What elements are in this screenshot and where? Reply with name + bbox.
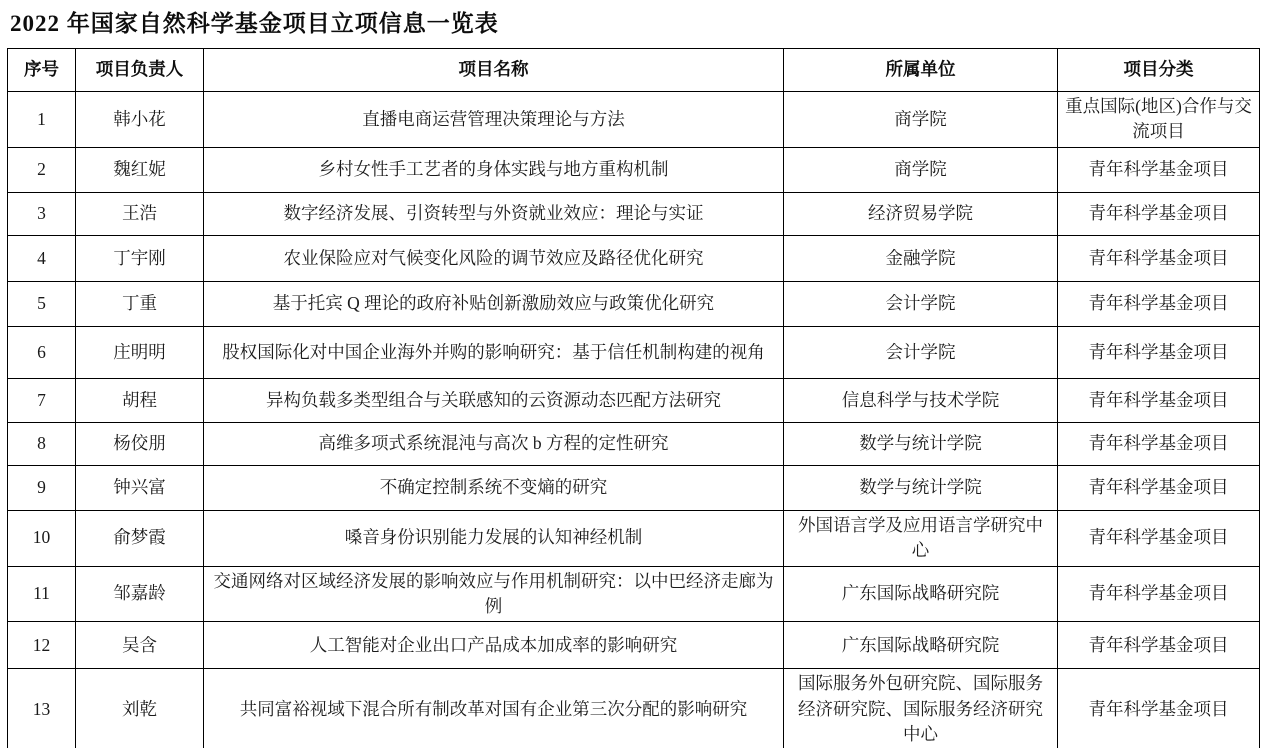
cell-index: 11 xyxy=(8,566,76,622)
cell-index: 13 xyxy=(8,669,76,748)
cell-name: 基于托宾 Q 理论的政府补贴创新激励效应与政策优化研究 xyxy=(204,281,784,326)
table-row xyxy=(8,281,1260,326)
cell-name: 数字经济发展、引资转型与外资就业效应：理论与实证 xyxy=(204,192,784,235)
table-header xyxy=(8,49,1260,92)
cell-leader: 钟兴富 xyxy=(76,465,204,510)
cell-index: 3 xyxy=(8,192,76,235)
cell-unit: 会计学院 xyxy=(784,326,1058,378)
cell-category: 青年科学基金项目 xyxy=(1058,281,1260,326)
cell-category: 青年科学基金项目 xyxy=(1058,326,1260,378)
table-row xyxy=(8,378,1260,422)
cell-leader: 刘乾 xyxy=(76,669,204,748)
cell-name: 异构负载多类型组合与关联感知的云资源动态匹配方法研究 xyxy=(204,378,784,422)
cell-name: 嗓音身份识别能力发展的认知神经机制 xyxy=(204,510,784,566)
cell-name: 股权国际化对中国企业海外并购的影响研究：基于信任机制构建的视角 xyxy=(204,326,784,378)
cell-unit: 国际服务外包研究院、国际服务经济研究院、国际服务经济研究中心 xyxy=(784,669,1058,748)
cell-index: 1 xyxy=(8,92,76,148)
cell-unit: 经济贸易学院 xyxy=(784,192,1058,235)
cell-index: 8 xyxy=(8,422,76,465)
cell-leader: 魏红妮 xyxy=(76,147,204,192)
table-row xyxy=(8,622,1260,669)
column-header-index: 序号 xyxy=(8,49,76,92)
cell-leader: 丁重 xyxy=(76,281,204,326)
table-row xyxy=(8,235,1260,281)
cell-category: 青年科学基金项目 xyxy=(1058,235,1260,281)
cell-index: 7 xyxy=(8,378,76,422)
column-header-category: 项目分类 xyxy=(1058,49,1260,92)
cell-unit: 金融学院 xyxy=(784,235,1058,281)
column-header-unit: 所属单位 xyxy=(784,49,1058,92)
cell-category: 青年科学基金项目 xyxy=(1058,566,1260,622)
cell-name: 高维多项式系统混沌与高次 b 方程的定性研究 xyxy=(204,422,784,465)
cell-leader: 邹嘉龄 xyxy=(76,566,204,622)
column-header-leader: 项目负责人 xyxy=(76,49,204,92)
cell-category: 青年科学基金项目 xyxy=(1058,622,1260,669)
cell-index: 10 xyxy=(8,510,76,566)
cell-unit: 广东国际战略研究院 xyxy=(784,622,1058,669)
cell-unit: 商学院 xyxy=(784,147,1058,192)
cell-unit: 会计学院 xyxy=(784,281,1058,326)
cell-leader: 俞梦霞 xyxy=(76,510,204,566)
cell-index: 4 xyxy=(8,235,76,281)
cell-leader: 杨佼朋 xyxy=(76,422,204,465)
cell-category: 青年科学基金项目 xyxy=(1058,147,1260,192)
table-row xyxy=(8,192,1260,235)
table-row xyxy=(8,326,1260,378)
cell-index: 6 xyxy=(8,326,76,378)
cell-name: 交通网络对区域经济发展的影响效应与作用机制研究：以中巴经济走廊为例 xyxy=(204,566,784,622)
cell-unit: 外国语言学及应用语言学研究中心 xyxy=(784,510,1058,566)
cell-category: 青年科学基金项目 xyxy=(1058,669,1260,748)
cell-category: 青年科学基金项目 xyxy=(1058,422,1260,465)
cell-category: 青年科学基金项目 xyxy=(1058,510,1260,566)
page-title: 2022 年国家自然科学基金项目立项信息一览表 xyxy=(10,11,499,36)
cell-leader: 韩小花 xyxy=(76,92,204,148)
cell-unit: 数学与统计学院 xyxy=(784,422,1058,465)
projects-table xyxy=(7,48,1260,748)
table-row xyxy=(8,669,1260,748)
cell-index: 12 xyxy=(8,622,76,669)
cell-category: 重点国际(地区)合作与交流项目 xyxy=(1058,92,1260,148)
table-row xyxy=(8,465,1260,510)
cell-unit: 广东国际战略研究院 xyxy=(784,566,1058,622)
cell-category: 青年科学基金项目 xyxy=(1058,465,1260,510)
table-row xyxy=(8,566,1260,622)
cell-name: 共同富裕视域下混合所有制改革对国有企业第三次分配的影响研究 xyxy=(204,669,784,748)
cell-unit: 商学院 xyxy=(784,92,1058,148)
cell-leader: 丁宇刚 xyxy=(76,235,204,281)
table-body xyxy=(8,92,1260,748)
table-row xyxy=(8,92,1260,148)
header-row xyxy=(8,49,1260,92)
cell-name: 人工智能对企业出口产品成本加成率的影响研究 xyxy=(204,622,784,669)
table-row xyxy=(8,147,1260,192)
cell-leader: 胡程 xyxy=(76,378,204,422)
table-row xyxy=(8,422,1260,465)
cell-name: 农业保险应对气候变化风险的调节效应及路径优化研究 xyxy=(204,235,784,281)
cell-index: 9 xyxy=(8,465,76,510)
column-header-name: 项目名称 xyxy=(204,49,784,92)
cell-leader: 庄明明 xyxy=(76,326,204,378)
cell-unit: 数学与统计学院 xyxy=(784,465,1058,510)
cell-name: 不确定控制系统不变熵的研究 xyxy=(204,465,784,510)
cell-unit: 信息科学与技术学院 xyxy=(784,378,1058,422)
cell-name: 直播电商运营管理决策理论与方法 xyxy=(204,92,784,148)
cell-name: 乡村女性手工艺者的身体实践与地方重构机制 xyxy=(204,147,784,192)
table-row xyxy=(8,510,1260,566)
cell-index: 2 xyxy=(8,147,76,192)
cell-leader: 吴含 xyxy=(76,622,204,669)
cell-index: 5 xyxy=(8,281,76,326)
cell-category: 青年科学基金项目 xyxy=(1058,192,1260,235)
cell-category: 青年科学基金项目 xyxy=(1058,378,1260,422)
cell-leader: 王浩 xyxy=(76,192,204,235)
